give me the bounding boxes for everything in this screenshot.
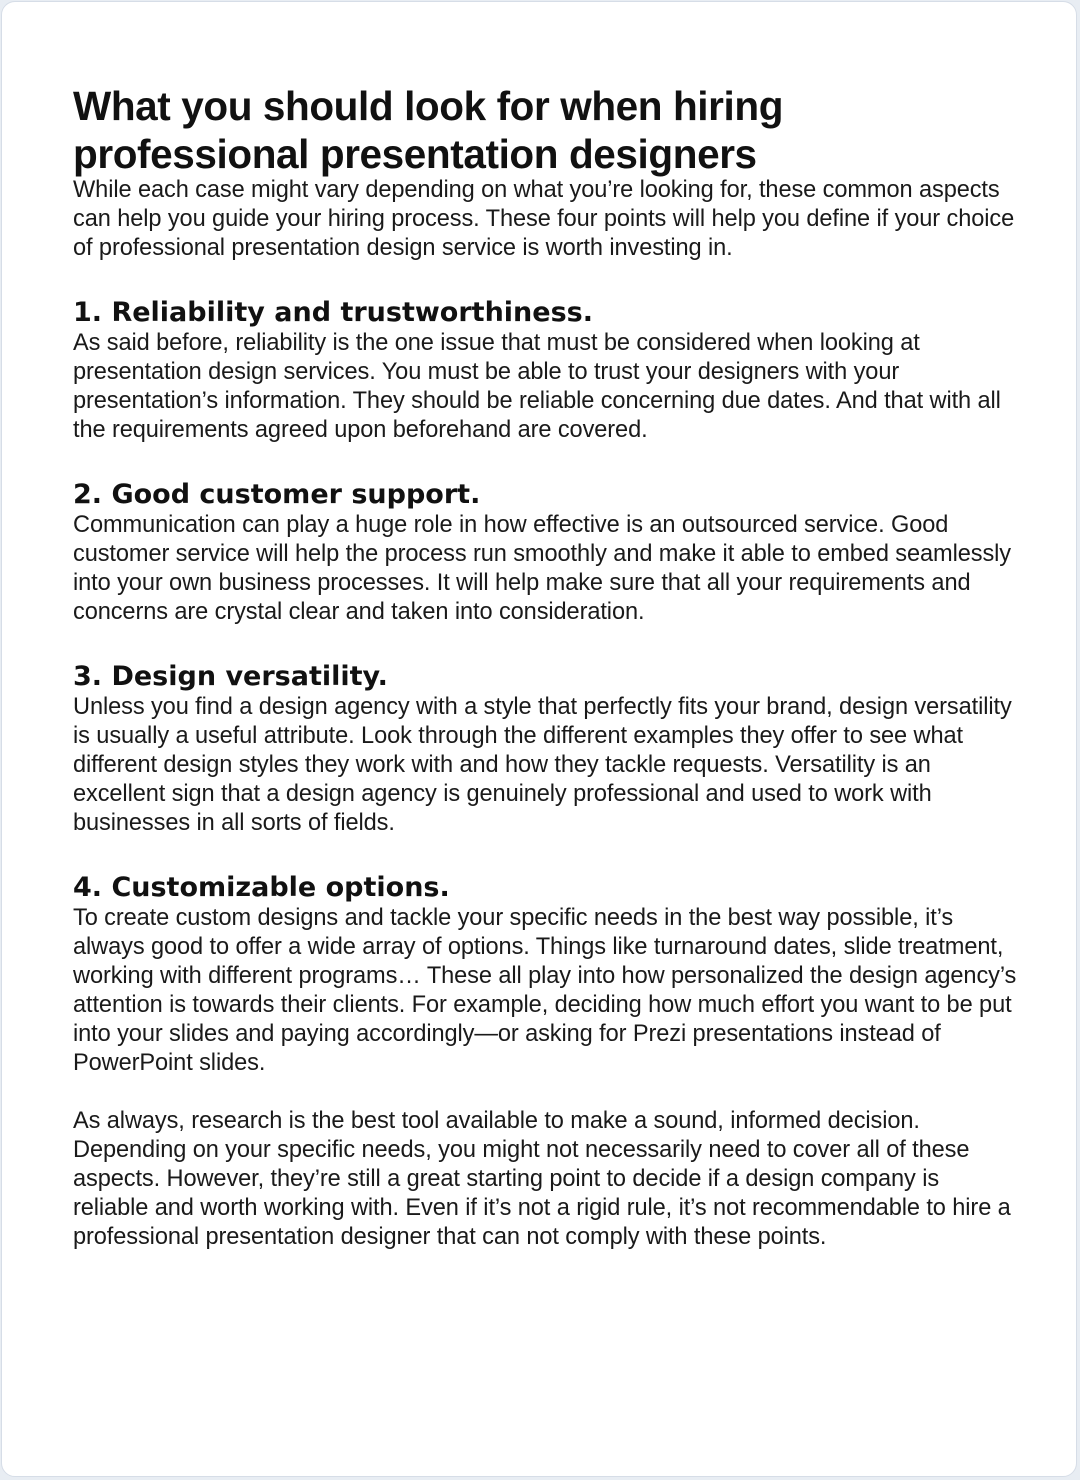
section-body: Unless you find a design agency with a style that perfectly fits your brand, design versatility is usually a useful attribute. Look through the different examples they offer to see what different design styles they work with and how they tackle requests. Versatility is an excellent sign that a design agency is genuinely professional and used to work with businesses in all sorts of fields. (73, 694, 1012, 836)
section-design-versatility (73, 660, 1018, 838)
section-customer-support (73, 478, 1018, 627)
intro-paragraph: While each case might vary depending on what you’re looking for, these common aspects can help you guide your hiring process. These four points will help you define if your choice of professional presentation design service is worth investing in. (73, 177, 1015, 261)
section-reliability (73, 296, 1018, 445)
section-body: As said before, reliability is the one issue that must be considered when looking at presentation design services. You must be able to trust your designers with your presentation’s information. They should be reliable concerning due dates. And that with all the requirements agreed upon beforehand are covered. (73, 330, 1001, 443)
article (73, 82, 1018, 1252)
section-heading: 4. Customizable options. (73, 872, 450, 903)
document-page (1, 1, 1077, 1477)
section-heading: 1. Reliability and trustworthiness. (73, 297, 593, 328)
section-customizable-options (73, 871, 1018, 1078)
section-body: Communication can play a huge role in how effective is an outsourced service. Good customer service will help the process run smoothly and make it able to embed seamlessly into your own business processes. It will help make sure that all your requirements and concerns are crystal clear and taken into consideration. (73, 512, 1011, 625)
conclusion-paragraph: As always, research is the best tool available to make a sound, informed decision. Depending on your specific needs, you might not necessarily need to cover all of these aspects. However, they’re still a great starting point to decide if a design company is reliable and worth working with. Even if it’s not a rigid rule, it’s not recommendable to hire a professional presentation designer that can not comply with these points. (73, 1108, 1011, 1250)
section-heading: 3. Design versatility. (73, 661, 388, 692)
section-heading: 2. Good customer support. (73, 479, 481, 510)
page-title: What you should look for when hiring professional presentation designers (73, 83, 784, 177)
section-body: To create custom designs and tackle your specific needs in the best way possible, it’s always good to offer a wide array of options. Things like turnaround dates, slide treatment, working with different programs… These all play into how personalized the design agency’s attention is towards their clients. For example, deciding how much effort you want to be put into your slides and paying accordingly—or asking for Prezi presentations instead of PowerPoint slides. (73, 905, 1017, 1076)
